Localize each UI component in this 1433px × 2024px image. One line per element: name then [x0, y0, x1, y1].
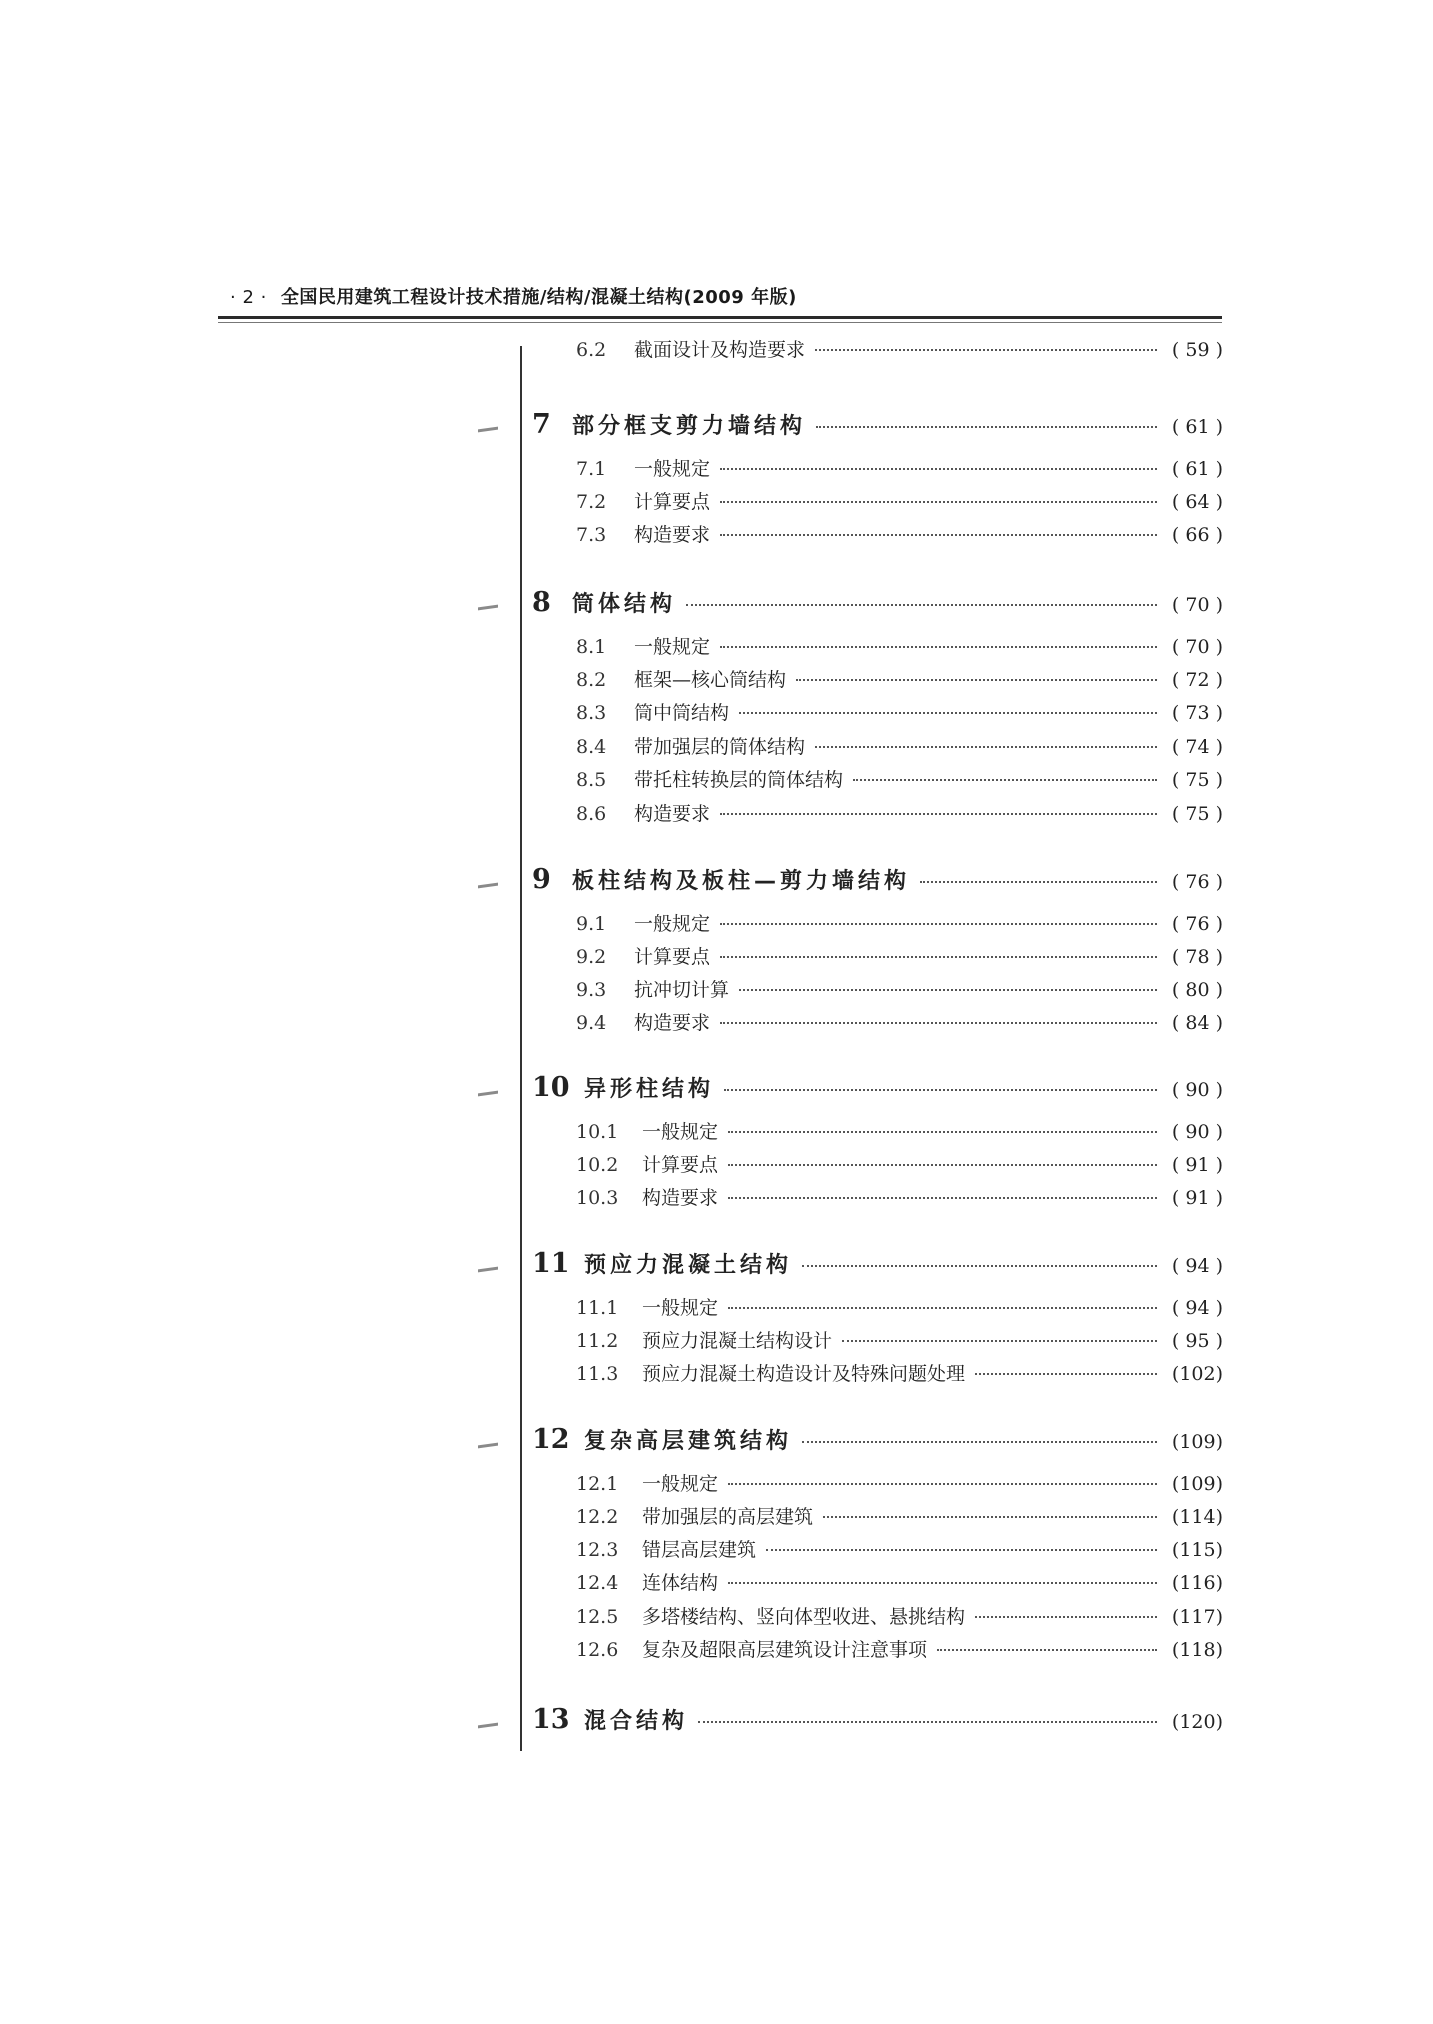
chapter-number: 10	[532, 1072, 570, 1103]
section-title: 复杂及超限高层建筑设计注意事项	[642, 1639, 928, 1661]
toc-section-8-1[interactable]	[576, 632, 1223, 662]
chapter-marker	[478, 605, 498, 611]
section-number: 8.2	[576, 669, 607, 691]
section-title: 一般规定	[642, 1121, 719, 1143]
page-ref: ( 94 )	[1171, 1255, 1223, 1277]
section-title: 筒中筒结构	[634, 702, 730, 724]
toc-section-8-6[interactable]	[576, 799, 1223, 829]
dot-leader	[816, 426, 1157, 428]
section-title: 多塔楼结构、竖向体型收进、悬挑结构	[642, 1606, 966, 1628]
section-title: 一般规定	[642, 1297, 719, 1319]
toc-section-12-2[interactable]	[576, 1502, 1223, 1532]
chapter-number: 13	[532, 1704, 570, 1735]
chapter-number: 8	[532, 587, 551, 618]
page-ref: ( 94 )	[1171, 1297, 1223, 1319]
section-number: 12.5	[576, 1606, 619, 1628]
toc-section-12-3[interactable]	[576, 1535, 1223, 1565]
dot-leader	[975, 1373, 1157, 1375]
section-number: 9.2	[576, 946, 607, 968]
section-title: 计算要点	[634, 946, 711, 968]
dot-leader	[823, 1516, 1157, 1518]
page-ref: ( 74 )	[1171, 736, 1223, 758]
chapter-marker	[478, 1443, 498, 1449]
section-title: 构造要求	[634, 803, 711, 825]
toc-section-8-2[interactable]	[576, 665, 1223, 695]
section-title: 一般规定	[634, 458, 711, 480]
toc-section-12-4[interactable]	[576, 1568, 1223, 1598]
dot-leader	[815, 349, 1157, 351]
dot-leader	[728, 1197, 1157, 1199]
toc-section-8-5[interactable]	[576, 765, 1223, 795]
section-number: 8.4	[576, 736, 607, 758]
page-ref: ( 70 )	[1171, 636, 1223, 658]
toc-section-7-2[interactable]	[576, 487, 1223, 517]
section-title: 带加强层的高层建筑	[642, 1506, 814, 1528]
section-number: 12.6	[576, 1639, 619, 1661]
section-title: 一般规定	[634, 913, 711, 935]
dot-leader	[728, 1164, 1157, 1166]
dot-leader	[802, 1441, 1157, 1443]
section-number: 8.5	[576, 769, 607, 791]
page-ref: ( 75 )	[1171, 769, 1223, 791]
toc-chapter-8[interactable]	[532, 587, 1223, 627]
section-number: 12.2	[576, 1506, 619, 1528]
page-ref: (115)	[1171, 1539, 1223, 1561]
page-ref: (102)	[1171, 1363, 1223, 1385]
dot-leader	[728, 1483, 1157, 1485]
section-title: 预应力混凝土构造设计及特殊问题处理	[642, 1363, 966, 1385]
section-title: 带托柱转换层的筒体结构	[634, 769, 844, 791]
page-ref: ( 72 )	[1171, 669, 1223, 691]
toc-chapter-7[interactable]	[532, 409, 1223, 449]
chapter-marker	[478, 427, 498, 433]
section-number: 8.1	[576, 636, 607, 658]
page-ref: ( 95 )	[1171, 1330, 1223, 1352]
page-ref: ( 91 )	[1171, 1187, 1223, 1209]
section-number: 7.2	[576, 491, 607, 513]
page-ref: ( 64 )	[1171, 491, 1223, 513]
dot-leader	[728, 1582, 1157, 1584]
dot-leader	[975, 1616, 1157, 1618]
section-number: 9.3	[576, 979, 607, 1001]
section-title: 连体结构	[642, 1572, 719, 1594]
toc-section-10-3[interactable]	[576, 1183, 1223, 1213]
chapter-title: 混合结构	[584, 1709, 689, 1734]
section-number: 6.2	[576, 339, 607, 361]
chapter-marker	[478, 883, 498, 889]
toc-section-8-3[interactable]	[576, 698, 1223, 728]
dot-leader	[724, 1089, 1157, 1091]
page-ref: ( 76 )	[1171, 913, 1223, 935]
page-ref: ( 75 )	[1171, 803, 1223, 825]
chapter-number: 9	[532, 864, 551, 895]
section-title: 构造要求	[634, 1012, 711, 1034]
page-ref: (114)	[1171, 1506, 1223, 1528]
page-ref: ( 80 )	[1171, 979, 1223, 1001]
dot-leader	[720, 956, 1157, 958]
page-ref: ( 78 )	[1171, 946, 1223, 968]
chapter-title: 异形柱结构	[584, 1077, 715, 1102]
page-ref: ( 59 )	[1171, 339, 1223, 361]
toc-section-9-2[interactable]	[576, 942, 1223, 972]
page-ref: ( 61 )	[1171, 458, 1223, 480]
page-ref: (116)	[1171, 1572, 1223, 1594]
section-title: 一般规定	[634, 636, 711, 658]
dot-leader	[728, 1131, 1157, 1133]
page-ref: ( 66 )	[1171, 524, 1223, 546]
section-number: 8.3	[576, 702, 607, 724]
page-ref: (109)	[1171, 1473, 1223, 1495]
dot-leader	[686, 604, 1157, 606]
page-ref: ( 91 )	[1171, 1154, 1223, 1176]
toc-section-9-3[interactable]	[576, 975, 1223, 1005]
page-ref: ( 90 )	[1171, 1079, 1223, 1101]
chapter-title: 板柱结构及板柱—剪力墙结构	[572, 869, 911, 894]
dot-leader	[720, 646, 1157, 648]
toc-section-7-3[interactable]	[576, 520, 1223, 550]
toc-section-10-1[interactable]	[576, 1117, 1223, 1147]
chapter-marker	[478, 1723, 498, 1729]
toc-section-6-2[interactable]	[576, 335, 1223, 365]
page-ref: ( 73 )	[1171, 702, 1223, 724]
page-ref: ( 76 )	[1171, 871, 1223, 893]
toc-section-9-1[interactable]	[576, 909, 1223, 939]
chapter-number: 7	[532, 409, 551, 440]
toc-section-11-2[interactable]	[576, 1326, 1223, 1356]
section-title: 构造要求	[634, 524, 711, 546]
section-number: 7.1	[576, 458, 607, 480]
dot-leader	[796, 679, 1157, 681]
section-title: 框架—核心筒结构	[634, 669, 787, 691]
page-ref: ( 70 )	[1171, 594, 1223, 616]
toc-section-8-4[interactable]	[576, 732, 1223, 762]
header-page-number: · 2 ·	[230, 287, 267, 308]
section-title: 截面设计及构造要求	[634, 339, 806, 361]
toc-chapter-12[interactable]	[532, 1424, 1223, 1464]
dot-leader	[720, 468, 1157, 470]
toc-section-7-1[interactable]	[576, 454, 1223, 484]
chapter-marker	[478, 1091, 498, 1097]
dot-leader	[720, 923, 1157, 925]
dot-leader	[815, 746, 1157, 748]
section-title: 带加强层的筒体结构	[634, 736, 806, 758]
chapter-title: 复杂高层建筑结构	[584, 1429, 793, 1454]
toc-section-12-5[interactable]	[576, 1602, 1223, 1632]
dot-leader	[937, 1649, 1157, 1651]
section-title: 错层高层建筑	[642, 1539, 757, 1561]
dot-leader	[728, 1307, 1157, 1309]
chapter-marker	[478, 1267, 498, 1273]
section-number: 7.3	[576, 524, 607, 546]
toc-section-11-3[interactable]	[576, 1359, 1223, 1389]
section-title: 预应力混凝土结构设计	[642, 1330, 833, 1352]
chapter-title: 部分框支剪力墙结构	[572, 414, 807, 439]
page-ref: (118)	[1171, 1639, 1223, 1661]
toc-section-12-6[interactable]	[576, 1635, 1223, 1665]
section-number: 12.3	[576, 1539, 619, 1561]
section-title: 计算要点	[642, 1154, 719, 1176]
section-number: 10.2	[576, 1154, 619, 1176]
dot-leader	[920, 881, 1157, 883]
dot-leader	[720, 534, 1157, 536]
dot-leader	[802, 1265, 1157, 1267]
chapter-number: 11	[532, 1248, 570, 1279]
dot-leader	[853, 779, 1157, 781]
dot-leader	[720, 1022, 1157, 1024]
section-number: 9.4	[576, 1012, 607, 1034]
section-number: 11.1	[576, 1297, 619, 1319]
section-title: 抗冲切计算	[634, 979, 730, 1001]
section-number: 11.3	[576, 1363, 619, 1385]
section-title: 构造要求	[642, 1187, 719, 1209]
section-number: 11.2	[576, 1330, 619, 1352]
toc-section-10-2[interactable]	[576, 1150, 1223, 1180]
page-ref: ( 90 )	[1171, 1121, 1223, 1143]
section-number: 10.3	[576, 1187, 619, 1209]
chapter-title: 筒体结构	[572, 592, 677, 617]
section-title: 一般规定	[642, 1473, 719, 1495]
chapter-title: 预应力混凝土结构	[584, 1253, 793, 1278]
dot-leader	[766, 1549, 1157, 1551]
section-number: 12.4	[576, 1572, 619, 1594]
section-title: 计算要点	[634, 491, 711, 513]
page-ref: ( 61 )	[1171, 416, 1223, 438]
dot-leader	[720, 813, 1157, 815]
header-book-title: 全国民用建筑工程设计技术措施/结构/混凝土结构(2009 年版)	[280, 287, 797, 308]
section-number: 10.1	[576, 1121, 619, 1143]
page-ref: (117)	[1171, 1606, 1223, 1628]
dot-leader	[739, 989, 1157, 991]
dot-leader	[842, 1340, 1157, 1342]
page-ref: (120)	[1171, 1711, 1223, 1733]
page-ref: (109)	[1171, 1431, 1223, 1453]
section-number: 9.1	[576, 913, 607, 935]
chapter-number: 12	[532, 1424, 570, 1455]
dot-leader	[720, 501, 1157, 503]
toc-chapter-11[interactable]	[532, 1248, 1223, 1288]
section-number: 12.1	[576, 1473, 619, 1495]
page-ref: ( 84 )	[1171, 1012, 1223, 1034]
toc-section-12-1[interactable]	[576, 1469, 1223, 1499]
toc-section-9-4[interactable]	[576, 1008, 1223, 1038]
section-number: 8.6	[576, 803, 607, 825]
toc-chapter-9[interactable]	[532, 864, 1223, 904]
toc-chapter-13[interactable]	[532, 1704, 1223, 1744]
dot-leader	[739, 712, 1157, 714]
dot-leader	[698, 1721, 1157, 1723]
toc-section-11-1[interactable]	[576, 1293, 1223, 1323]
toc-chapter-10[interactable]	[532, 1072, 1223, 1112]
